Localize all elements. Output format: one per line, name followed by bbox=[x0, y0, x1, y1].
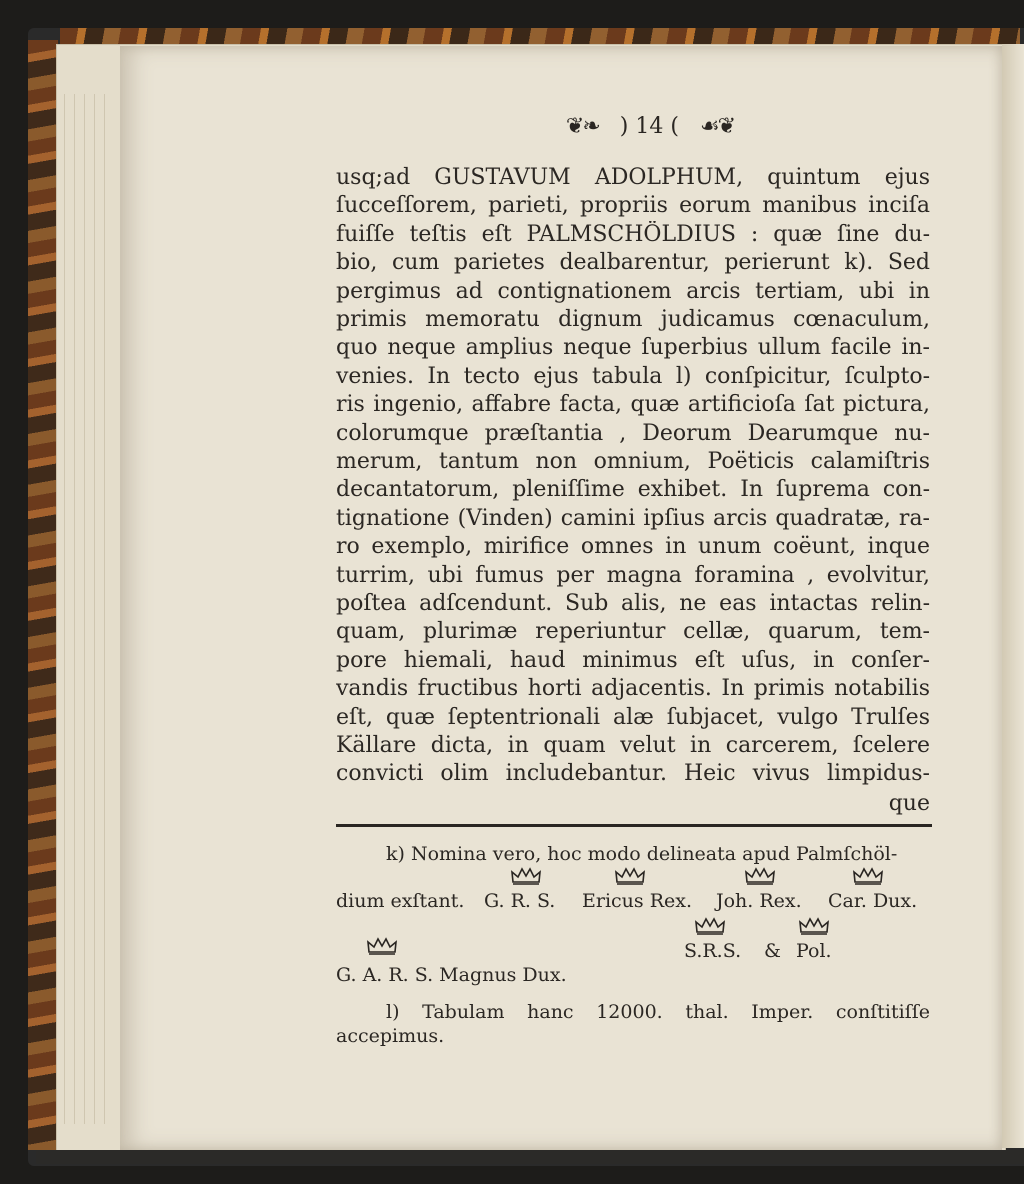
ornament-left-icon: ❦❧ bbox=[565, 114, 599, 139]
text-line: ris ingenio, affabre facta, quæ artificioſa ſat pictura, bbox=[336, 392, 930, 418]
footnote-rule bbox=[336, 824, 932, 827]
footnote-k-line2: dium exſtant. bbox=[336, 890, 465, 912]
name-label: S.R.S. bbox=[684, 940, 742, 962]
crown-icon bbox=[852, 866, 884, 886]
name-label: Joh. Rex. bbox=[716, 890, 802, 912]
catchword: que bbox=[888, 791, 930, 816]
text-line: eſt, quæ ſeptentrionali alæ ſubjacet, vulgo Trulſes bbox=[336, 704, 930, 730]
text-line: fuiſſe teſtis eſt PALMSCHÖLDIUS : quæ ſine du- bbox=[336, 221, 930, 247]
cover-bottom-edge bbox=[36, 1150, 1024, 1164]
crown-icon bbox=[744, 866, 776, 886]
crown-icon bbox=[694, 916, 726, 936]
name-label: G. R. S. bbox=[484, 890, 556, 912]
text-line: usq;ad GUSTAVUM ADOLPHUM, quintum ejus bbox=[336, 165, 930, 190]
text-line: bio, cum parietes dealbarentur, perierunt k). Sed bbox=[336, 250, 930, 276]
marbled-edge-left bbox=[28, 40, 58, 1150]
text-line: ſucceſſorem, parieti, propriis eorum manibus inciſa bbox=[336, 193, 930, 219]
text-line: pore hiemali, haud minimus eſt uſus, in conſer- bbox=[336, 647, 930, 673]
name-label: Car. Dux. bbox=[828, 890, 918, 912]
page-leaf bbox=[94, 94, 95, 1124]
text-line: vandis fructibus horti adjacentis. In primis notabilis bbox=[336, 676, 930, 702]
text-line: merum, tantum non omnium, Poëticis calamiſtris bbox=[336, 449, 930, 474]
footnote-k-intro: k) Nomina vero, hoc modo delineata apud Palmſchöl- bbox=[386, 843, 898, 865]
crown-icon bbox=[614, 866, 646, 886]
text-line: poſtea adſcendunt. Sub alis, ne eas intactas relin- bbox=[336, 591, 930, 616]
page-leaf bbox=[104, 94, 105, 1124]
crown-icon bbox=[510, 866, 542, 886]
name-label: & bbox=[764, 940, 781, 962]
crown-icon bbox=[798, 916, 830, 936]
footnote-l-line1: l) Tabulam hanc 12000. thal. Imper. conſtitiſſe bbox=[386, 1001, 930, 1023]
ornament-right-icon: ☙❦ bbox=[699, 114, 735, 139]
text-line: convicti olim includebantur. Heic vivus limpidus- bbox=[336, 761, 930, 787]
text-line: Källare dicta, in quam velut in carcerem, ſcelere bbox=[336, 733, 930, 758]
name-label: Ericus Rex. bbox=[582, 890, 693, 912]
page-right-edge bbox=[1002, 44, 1024, 1148]
text-line: pergimus ad contignationem arcis tertiam, ubi in bbox=[336, 278, 930, 304]
running-head bbox=[520, 114, 780, 150]
page-leaf bbox=[84, 94, 85, 1124]
name-label: Pol. bbox=[796, 940, 832, 962]
name-label: G. A. R. S. Magnus Dux. bbox=[336, 964, 567, 986]
text-line: decantatorum, pleniſſime exhibet. In ſuprema con- bbox=[336, 477, 930, 503]
text-line: turrim, ubi fumus per magna foramina , evolvitur, bbox=[336, 562, 930, 588]
page-leaf bbox=[64, 94, 65, 1124]
crown-icon bbox=[366, 936, 398, 956]
text-line: primis memoratu dignum judicamus cœnaculum, bbox=[336, 307, 930, 332]
text-line: quo neque amplius neque ſuperbius ullum facile in- bbox=[336, 335, 930, 361]
text-line: quam, plurimæ reperiuntur cellæ, quarum, tem- bbox=[336, 619, 930, 645]
page-number: ) 14 ( bbox=[619, 114, 679, 139]
text-line: colorumque præſtantia , Deorum Dearumque nu- bbox=[336, 420, 930, 446]
text-line: ro exemplo, mirifice omnes in unum coëunt, inque bbox=[336, 534, 930, 560]
text-line: tignatione (Vinden) camini ipſius arcis quadratæ, ra- bbox=[336, 505, 930, 531]
text-line: venies. In tecto ejus tabula l) conſpicitur, ſculpto- bbox=[336, 363, 930, 389]
footnote-l-line2: accepimus. bbox=[336, 1025, 445, 1047]
page-leaf bbox=[74, 94, 75, 1124]
